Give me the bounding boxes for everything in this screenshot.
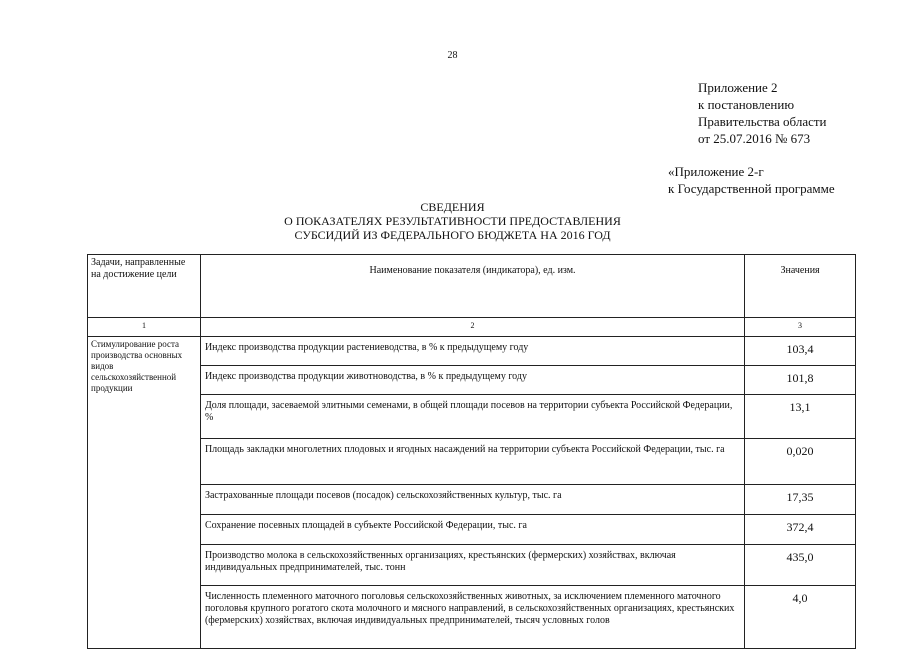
header-task: Задачи, направленные на достижение цели xyxy=(88,255,201,318)
indicator-value: 13,1 xyxy=(745,395,856,439)
column-number-2: 2 xyxy=(200,318,744,337)
indicator-name: Индекс производства продукции растениеводства, в % к предыдущему году xyxy=(200,337,744,366)
indicator-value: 101,8 xyxy=(745,366,856,395)
table-header-row xyxy=(88,255,856,318)
page-number: 28 xyxy=(447,50,458,61)
inner-appendix-block xyxy=(668,163,835,197)
indicator-name: Доля площади, засеваемой элитными семенами, в общей площади посевов на территории субъекта Российской Федерации, % xyxy=(200,395,744,439)
indicator-name: Застрахованные площади посевов (посадок) сельскохозяйственных культур, тыс. га xyxy=(200,485,744,515)
appendix-line-1: Приложение 2 xyxy=(698,80,778,95)
indicator-value: 372,4 xyxy=(745,515,856,545)
table-row xyxy=(88,485,856,515)
column-numbers-row xyxy=(88,318,856,337)
table-row xyxy=(88,337,856,366)
inner-appendix-line-2: к Государственной программе xyxy=(668,181,835,196)
column-number-3: 3 xyxy=(745,318,856,337)
indicators-table xyxy=(87,254,856,649)
table-row xyxy=(88,515,856,545)
appendix-line-2: к постановлению xyxy=(698,97,795,112)
inner-appendix-line-1: «Приложение 2-г xyxy=(668,164,764,179)
indicator-value: 435,0 xyxy=(745,545,856,586)
indicator-value: 17,35 xyxy=(745,485,856,515)
appendix-line-4: от 25.07.2016 № 673 xyxy=(698,131,811,146)
header-indicator-name: Наименование показателя (индикатора), ед. изм. xyxy=(200,255,744,318)
heading-line-1: СВЕДЕНИЯ xyxy=(420,200,485,214)
indicator-value: 103,4 xyxy=(745,337,856,366)
heading-line-2: О ПОКАЗАТЕЛЯХ РЕЗУЛЬТАТИВНОСТИ ПРЕДОСТАВЛЕНИЯ xyxy=(284,214,621,228)
indicator-name: Сохранение посевных площадей в субъекте Российской Федерации, тыс. га xyxy=(200,515,744,545)
table-row xyxy=(88,439,856,485)
appendix-line-3: Правительства области xyxy=(698,114,827,129)
indicator-name: Численность племенного маточного поголовья сельскохозяйственных животных, за исключением племенного маточного поголовья крупного рогатого скота молочного и мясного направлений, в сельскохозяйственных организациях, крестьянских (фермерских) хозяйствах, включая индивидуальных предпринимателей, тысяч условных голов xyxy=(200,586,744,649)
table-row xyxy=(88,586,856,649)
table-row xyxy=(88,395,856,439)
appendix-block xyxy=(698,79,827,147)
column-number-1: 1 xyxy=(88,318,201,337)
indicator-value: 4,0 xyxy=(745,586,856,649)
indicator-value: 0,020 xyxy=(745,439,856,485)
task-cell: Стимулирование роста производства основных видов сельскохозяйственной продукции xyxy=(88,337,201,649)
table-row xyxy=(88,366,856,395)
indicator-name: Производство молока в сельскохозяйственных организациях, крестьянских (фермерских) хозяйствах, включая индивидуальных предпринимателей, тыс. тонн xyxy=(200,545,744,586)
indicator-name: Индекс производства продукции животноводства, в % к предыдущему году xyxy=(200,366,744,395)
header-value: Значения xyxy=(745,255,856,318)
indicator-name: Площадь закладки многолетних плодовых и ягодных насаждений на территории субъекта Российской Федерации, тыс. га xyxy=(200,439,744,485)
table-row xyxy=(88,545,856,586)
heading-line-3: СУБСИДИЙ ИЗ ФЕДЕРАЛЬНОГО БЮДЖЕТА НА 2016 ГОД xyxy=(294,228,611,242)
document-heading xyxy=(0,200,905,242)
